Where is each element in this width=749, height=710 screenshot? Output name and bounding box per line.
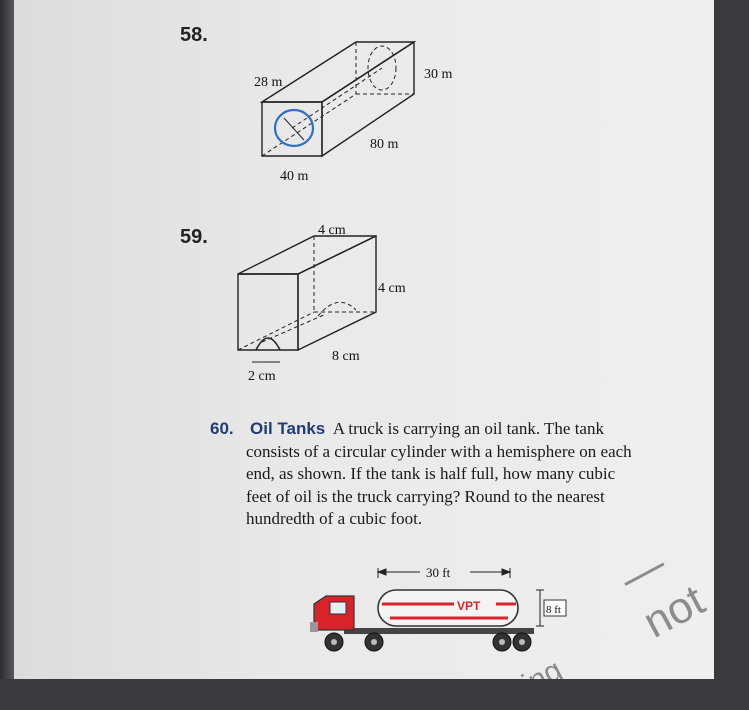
problem-60-line-3: end, as shown. If the tank is half full, how many cubic: [246, 464, 616, 483]
label-80m: 80 m: [370, 137, 399, 152]
label-30ft: 30 ft: [426, 565, 451, 580]
tank-text: VPT: [457, 599, 481, 613]
problem-59-number: 59.: [180, 226, 208, 248]
textbook-page: [14, 0, 714, 710]
problem-60-line-5: hundredth of a cubic foot.: [246, 509, 423, 528]
label-8ft: 8 ft: [546, 604, 561, 616]
left-edge: [0, 0, 14, 679]
label-28m: 28 m: [254, 75, 283, 90]
oil-tank: [378, 590, 518, 626]
problem-60: [210, 418, 702, 531]
label-2cm: 2 cm: [248, 369, 276, 384]
watermark-text-2: ning: [502, 653, 568, 710]
problem-60-number: 60.: [210, 419, 234, 438]
problem-59-figure: [218, 222, 418, 397]
watermark-text: — not: [612, 539, 713, 648]
problem-60-line-4: feet of oil is the truck carrying? Round to the nearest: [246, 486, 605, 506]
problem-58-figure: [214, 30, 474, 195]
problem-60-title: Oil Tanks: [250, 419, 326, 438]
problem-60-line-2: consists of a circular cylinder with a hemisphere on each: [246, 441, 632, 461]
circle-hole-58: [275, 110, 313, 146]
label-40m: 40 m: [280, 169, 309, 184]
label-4cm-top: 4 cm: [318, 223, 346, 238]
label-8cm: 8 cm: [332, 349, 360, 364]
box58-top: [262, 42, 414, 102]
problem-60-line-1: A truck is carrying an oil tank. The tank: [332, 419, 604, 438]
label-30m: 30 m: [424, 67, 453, 82]
label-4cm-height: 4 cm: [378, 281, 406, 296]
problem-58-number: 58.: [180, 24, 208, 46]
